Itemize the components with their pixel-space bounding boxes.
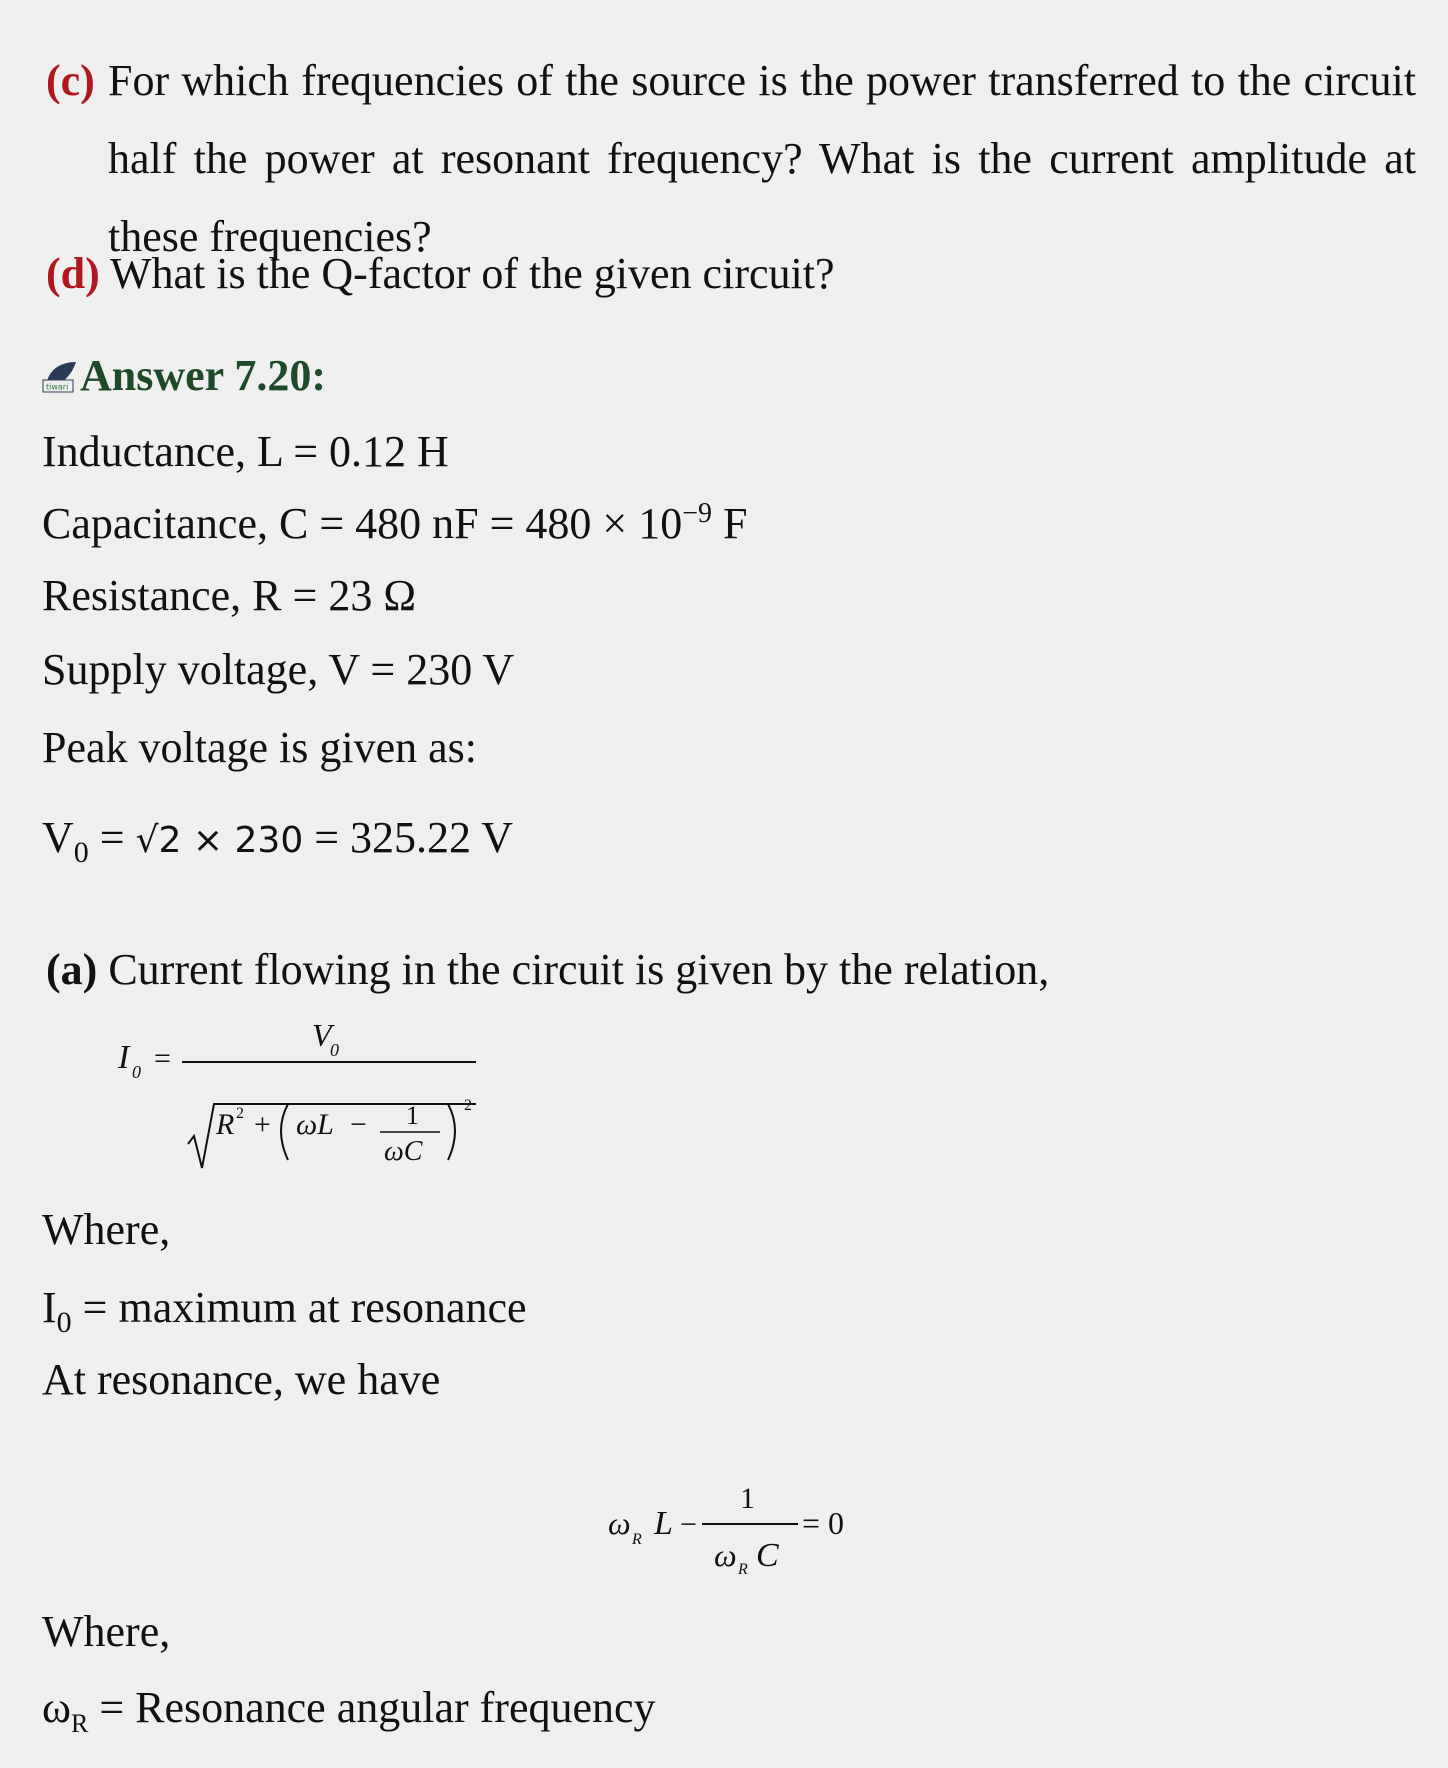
io-lhs-sub: 0 xyxy=(56,1306,72,1339)
supply-line: Supply voltage, V = 230 V xyxy=(42,645,515,694)
leaf-logo-icon xyxy=(42,358,78,394)
res-c: C xyxy=(756,1537,779,1574)
formula-omega-l: ωL xyxy=(296,1108,334,1141)
omega-rest: = Resonance angular frequency xyxy=(88,1683,656,1732)
peak-voltage-line xyxy=(42,813,514,869)
res-omega-sub: R xyxy=(632,1531,642,1548)
part-a-label: (a) xyxy=(46,945,98,994)
formula-v-symbol: V xyxy=(312,1017,332,1053)
inductance-line: Inductance, L = 0.12 H xyxy=(42,427,449,476)
peak-expression: √2 × 230 xyxy=(135,820,304,861)
io-definition xyxy=(42,1283,527,1339)
at-resonance-line: At resonance, we have xyxy=(42,1355,441,1404)
where-label-1: Where, xyxy=(42,1205,171,1254)
res-omega-den-sub: R xyxy=(738,1561,748,1578)
resistance-line: Resistance, R = 23 Ω xyxy=(42,571,417,620)
capacitance-exponent: −9 xyxy=(682,498,713,529)
formula-i-symbol: I xyxy=(118,1039,130,1076)
resonance-formula xyxy=(602,1470,862,1580)
omega-definition xyxy=(42,1683,656,1738)
question-d-text: What is the Q-factor of the given circuit? xyxy=(110,249,835,298)
formula-r-power: 2 xyxy=(236,1105,244,1122)
capacitance-line xyxy=(42,498,748,548)
peak-eq: = xyxy=(88,813,136,862)
answer-heading xyxy=(42,351,327,400)
io-rest: = maximum at resonance xyxy=(71,1283,527,1332)
open-paren xyxy=(281,1104,288,1160)
question-c xyxy=(46,42,1416,276)
formula-equals: = xyxy=(154,1042,171,1075)
question-d xyxy=(46,249,835,298)
formula-power: 2 xyxy=(464,1097,472,1114)
formula-i-sub: 0 xyxy=(132,1062,141,1082)
peak-intro-line: Peak voltage is given as: xyxy=(42,723,478,772)
peak-result: = 325.22 V xyxy=(303,813,514,862)
formula-minus: − xyxy=(350,1108,367,1141)
question-c-label: (c) xyxy=(46,56,95,105)
question-c-text: For which frequencies of the source is the power transferred to the circuit half the power at resonant frequency? What is the current amplitude at these frequencies? xyxy=(108,56,1416,261)
res-omega-den: ω xyxy=(714,1537,737,1573)
svg-text:tiwari: tiwari xyxy=(46,382,69,392)
res-l: L xyxy=(654,1505,673,1542)
part-a xyxy=(46,945,1050,994)
omega-lhs-sub: R xyxy=(70,1709,89,1738)
capacitance-unit: F xyxy=(712,499,748,548)
answer-title: Answer 7.20: xyxy=(80,351,327,400)
peak-lhs-sub: 0 xyxy=(73,836,89,869)
formula-omega-c: ωC xyxy=(384,1136,423,1167)
current-formula xyxy=(110,1010,490,1180)
formula-one: 1 xyxy=(406,1101,419,1130)
res-equals-zero: = 0 xyxy=(802,1505,845,1541)
close-paren xyxy=(448,1104,455,1160)
part-a-text: Current flowing in the circuit is given by the relation, xyxy=(108,945,1050,994)
question-d-label: (d) xyxy=(46,249,100,298)
res-omega: ω xyxy=(608,1505,631,1541)
res-minus: − xyxy=(680,1508,697,1541)
formula-v-sub: 0 xyxy=(330,1040,339,1060)
where-label-2: Where, xyxy=(42,1607,171,1656)
omega-lhs: ω xyxy=(42,1683,71,1732)
res-one: 1 xyxy=(740,1482,755,1515)
io-lhs: I xyxy=(42,1283,57,1332)
capacitance-text: Capacitance, C = 480 nF = 480 × 10 xyxy=(42,499,683,548)
formula-r: R xyxy=(216,1108,235,1141)
formula-plus: + xyxy=(254,1108,271,1141)
peak-lhs: V xyxy=(42,813,74,862)
